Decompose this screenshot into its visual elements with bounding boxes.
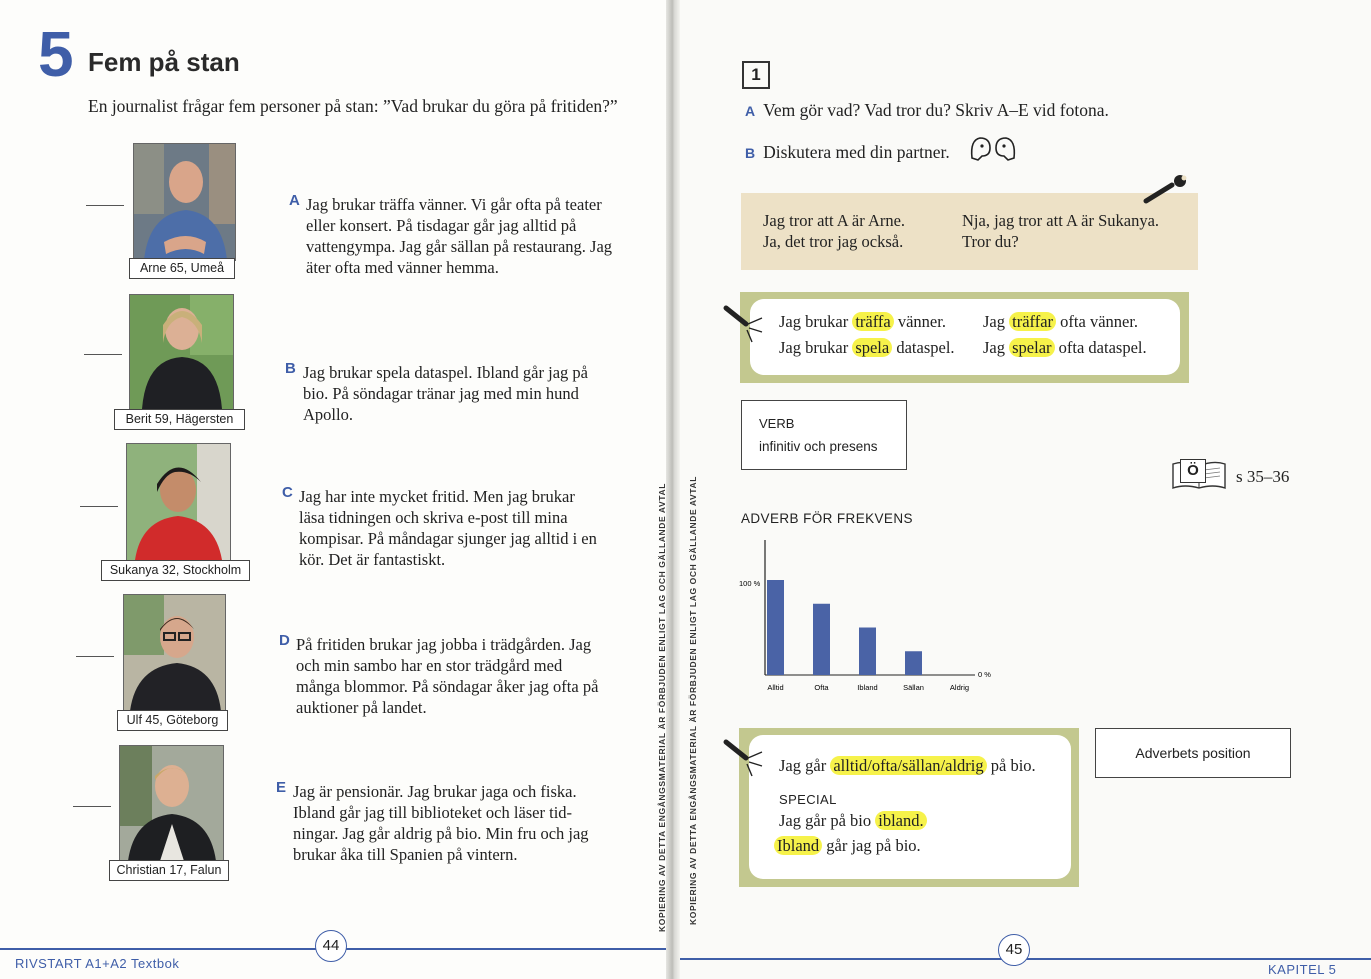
text-c-line: Jag har inte mycket fritid. Men jag brukar — [299, 487, 575, 506]
g1-text: Jag — [983, 338, 1005, 357]
footer-book-title: RIVSTART A1+A2 Textbok — [15, 956, 180, 971]
text-letter-d: D — [279, 632, 290, 649]
text-e-line: brukar åka till Spanien på vintern. — [293, 845, 518, 864]
text-b-line: Jag brukar spela dataspel. Ibland går jag på — [303, 363, 588, 382]
verb-box-subtitle: infinitiv och presens — [759, 439, 878, 454]
text-a-line: äter ofta med vänner hemma. — [306, 258, 499, 277]
task-a-letter: A — [745, 103, 756, 119]
workbook-pages: s 35–36 — [1236, 467, 1290, 486]
text-a-line: Jag brukar träffa vänner. Vi går ofta på teater — [306, 195, 602, 214]
page-number-left: 44 — [315, 930, 347, 962]
photo-ulf — [123, 594, 226, 712]
task-b — [745, 142, 950, 163]
grammar1-row1-left — [779, 312, 946, 332]
g1-text: vänner. — [897, 312, 946, 331]
flashlight-icon — [722, 304, 766, 344]
text-block-a — [306, 194, 631, 278]
text-letter-b: B — [285, 360, 296, 377]
chart-bar-ofta — [813, 604, 830, 675]
answer-line-3[interactable] — [80, 506, 118, 507]
text-d-line: På fritiden brukar jag jobba i trädgården. Jag — [296, 635, 592, 654]
text-b-line: Apollo. — [303, 405, 353, 424]
footer-chapter: KAPITEL 5 — [1268, 962, 1337, 977]
dialog-line: Ja, det tror jag också. — [763, 232, 904, 251]
answer-line-1[interactable] — [86, 205, 124, 206]
task-a-text: Vem gör vad? Vad tror du? Skriv A–E vid fotona. — [763, 100, 1109, 120]
photo-berit — [129, 294, 234, 410]
verb-reference-box — [741, 400, 907, 470]
answer-line-5[interactable] — [73, 806, 111, 807]
answer-line-2[interactable] — [84, 354, 122, 355]
text-a-line: eller konsert. På tisdagar går jag alltid på — [306, 216, 577, 235]
grammar1-row1-right — [983, 312, 1138, 332]
verb-box-title: VERB — [759, 416, 795, 431]
photo-christian — [119, 745, 224, 862]
g2-text: Jag går på bio — [779, 811, 872, 830]
chart-bar-ibland — [859, 628, 876, 676]
caption-2: Berit 59, Hägersten — [114, 409, 245, 430]
text-letter-a: A — [289, 192, 300, 209]
task-b-letter: B — [745, 145, 756, 161]
text-e-line: Ibland går jag till biblioteket och läser tid- — [293, 803, 573, 822]
task-b-text: Diskutera med din partner. — [763, 142, 950, 162]
caption-5: Christian 17, Falun — [109, 860, 229, 881]
grammar2-main-line — [779, 756, 1036, 776]
g1-text: Jag brukar — [779, 338, 849, 357]
dialog-line: Jag tror att A är Arne. — [763, 211, 906, 230]
grammar1-row2-right — [983, 338, 1147, 358]
text-c-line: kompisar. På måndagar sjunger jag alltid i en — [299, 529, 597, 548]
text-a-line: vattengympa. Jag går sällan på restaurang. Jag — [306, 237, 613, 256]
chart-ytick-0: 0 % — [978, 670, 991, 679]
chart-title: ADVERB FÖR FREKVENS — [741, 511, 913, 526]
intro-text: En journalist frågar fem personer på stan: ”Vad brukar du göra på fritiden?” — [88, 96, 618, 116]
chart-xtick-label: Sällan — [903, 683, 924, 692]
highlighted-adverb: Ibland — [774, 836, 822, 855]
chart-xtick-label: Ibland — [857, 683, 878, 692]
dialog-line: Nja, jag tror att A är Sukanya. — [962, 211, 1160, 230]
text-e-line: Jag är pensionär. Jag brukar jaga och fiska. — [293, 782, 577, 801]
highlighted-adverbs: alltid/ofta/sällan/aldrig — [830, 756, 986, 775]
text-block-e — [293, 781, 618, 865]
highlighted-present: spelar — [1009, 338, 1054, 357]
g2-text: på bio. — [990, 756, 1036, 775]
left-page — [0, 0, 672, 979]
chapter-title: Fem på stan — [88, 47, 240, 77]
chart-xtick-label: Ofta — [814, 683, 829, 692]
exercise-number: 1 — [742, 61, 770, 89]
copyright-notice-left: KOPIERING AV DETTA ENGÅNGSMATERIAL ÄR FÖRBJUDEN ENLIGT LAG OCH GÄLLANDE AVTAL — [657, 482, 667, 932]
text-letter-c: C — [282, 484, 293, 501]
highlighted-adverb: ibland. — [875, 811, 926, 830]
photo-arne — [133, 143, 236, 261]
text-b-line: bio. På söndagar tränar jag med min hund — [303, 384, 579, 403]
dialog-line: Tror du? — [962, 232, 1019, 251]
highlighted-infinitive: spela — [852, 338, 892, 357]
chart-ytick-100: 100 % — [739, 579, 761, 588]
grammar-box-verbs-inner — [750, 299, 1180, 375]
grammar2-line3 — [774, 836, 921, 856]
highlighted-infinitive: träffa — [852, 312, 893, 331]
chart-bar-sällan — [905, 651, 922, 675]
workbook-letter: Ö — [1180, 459, 1206, 483]
g1-text: Jag brukar — [779, 312, 849, 331]
text-block-d — [296, 634, 621, 718]
copyright-notice-right: KOPIERING AV DETTA ENGÅNGSMATERIAL ÄR FÖRBJUDEN ENLIGT LAG OCH GÄLLANDE AVTAL — [688, 475, 698, 925]
wrench-icon — [1142, 175, 1192, 205]
g1-text: ofta dataspel. — [1058, 338, 1147, 357]
g2-text: Jag går — [779, 756, 827, 775]
chart-xtick-label: Alltid — [767, 683, 784, 692]
text-block-b — [303, 362, 628, 425]
chapter-number: 5 — [38, 18, 74, 90]
page-number-right: 45 — [998, 934, 1030, 966]
g2-text: går jag på bio. — [826, 836, 921, 855]
highlighted-present: träffar — [1009, 312, 1056, 331]
caption-1: Arne 65, Umeå — [129, 258, 235, 279]
caption-4: Ulf 45, Göteborg — [117, 710, 228, 731]
photo-sukanya — [126, 443, 231, 561]
task-a — [745, 100, 1109, 121]
text-block-c — [299, 486, 624, 570]
text-letter-e: E — [276, 779, 287, 796]
book-spine — [666, 0, 680, 979]
g1-text: dataspel. — [896, 338, 955, 357]
adverb-position-box: Adverbets position — [1095, 728, 1291, 778]
text-d-line: många blommor. På söndagar åker jag ofta på — [296, 677, 599, 696]
text-d-line: och min sambo har en stor trädgård med — [296, 656, 563, 675]
chart-xtick-label: Aldrig — [949, 683, 970, 692]
grammar1-row2-left — [779, 338, 955, 358]
dialog-left — [763, 210, 905, 252]
grammar2-special-label: SPECIAL — [779, 792, 837, 807]
caption-3: Sukanya 32, Stockholm — [101, 560, 250, 581]
dialog-right — [962, 210, 1159, 252]
g1-text: ofta vänner. — [1060, 312, 1139, 331]
text-d-line: auktioner på landet. — [296, 698, 427, 717]
grammar2-line2 — [779, 811, 927, 831]
text-c-line: läsa tidningen och skriva e-post till mina — [299, 508, 568, 527]
chart-bar-alltid — [767, 580, 784, 675]
answer-line-4[interactable] — [76, 656, 114, 657]
flashlight-icon — [722, 738, 766, 778]
text-e-line: ningar. Jag går aldrig på bio. Min fru och jag — [293, 824, 589, 843]
text-c-line: kör. Det är fantastiskt. — [299, 550, 446, 569]
frequency-bar-chart — [735, 535, 1005, 700]
g1-text: Jag — [983, 312, 1005, 331]
partner-talk-icon — [968, 134, 1018, 162]
